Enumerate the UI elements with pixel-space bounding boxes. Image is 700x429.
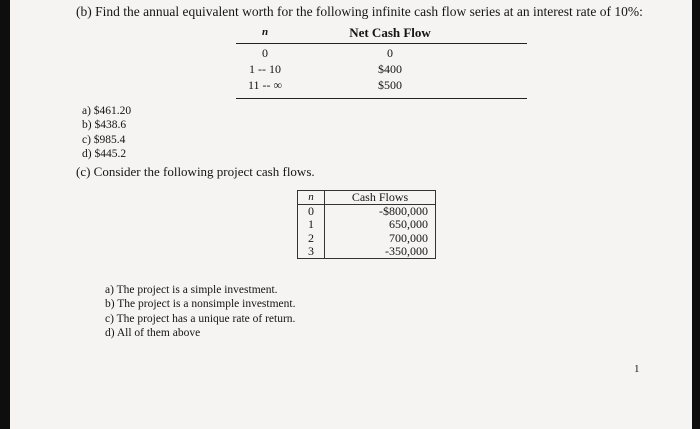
table-header-net-cash-flow: Net Cash Flow	[349, 25, 431, 40]
option-c: c) $985.4	[82, 134, 126, 146]
table-cell-n: 1 -- 10	[249, 62, 281, 76]
table-cell-cash-flow: 650,000	[325, 218, 436, 231]
option-a: a) The project is a simple investment.	[105, 284, 278, 296]
question-b-heading: (b) Find the annual equivalent worth for the following infinite cash flow series at an interest rate of 10%:	[76, 4, 643, 19]
option-a: a) $461.20	[82, 105, 132, 117]
table-cell-cash-flow: 700,000	[325, 232, 436, 245]
document-page	[10, 0, 692, 429]
option-b: b) $438.6	[82, 119, 127, 131]
table-header-cash-flows: Cash Flows	[325, 191, 436, 205]
question-c-heading: (c) Consider the following project cash flows.	[76, 164, 315, 179]
table-cell-cash-flow: -350,000	[325, 245, 436, 259]
table-bottom-rule	[236, 98, 527, 99]
option-c: c) The project has a unique rate of return.	[105, 313, 296, 325]
table-header-n: n	[261, 26, 269, 38]
table-cell-n: 11 -- ∞	[247, 78, 283, 92]
page-number: 1	[634, 363, 640, 375]
table-cell-n: 0	[262, 46, 268, 60]
project-cash-flow-table	[297, 190, 436, 259]
table-cell-n: 2	[298, 232, 325, 245]
table-cell-cash-flow: $400	[378, 62, 402, 76]
option-d: d) $445.2	[82, 148, 127, 160]
table-header-rule	[236, 43, 527, 44]
table-cell-n: 3	[298, 245, 325, 259]
table-cell-n: 0	[298, 205, 325, 219]
table-header-n: n	[298, 191, 325, 205]
table-cell-cash-flow: $500	[378, 78, 402, 92]
option-d: d) All of them above	[105, 327, 201, 339]
option-b: b) The project is a nonsimple investment.	[105, 298, 296, 310]
table-cell-cash-flow: 0	[387, 46, 393, 60]
table-cell-cash-flow: -$800,000	[325, 205, 436, 219]
table-cell-n: 1	[298, 218, 325, 231]
